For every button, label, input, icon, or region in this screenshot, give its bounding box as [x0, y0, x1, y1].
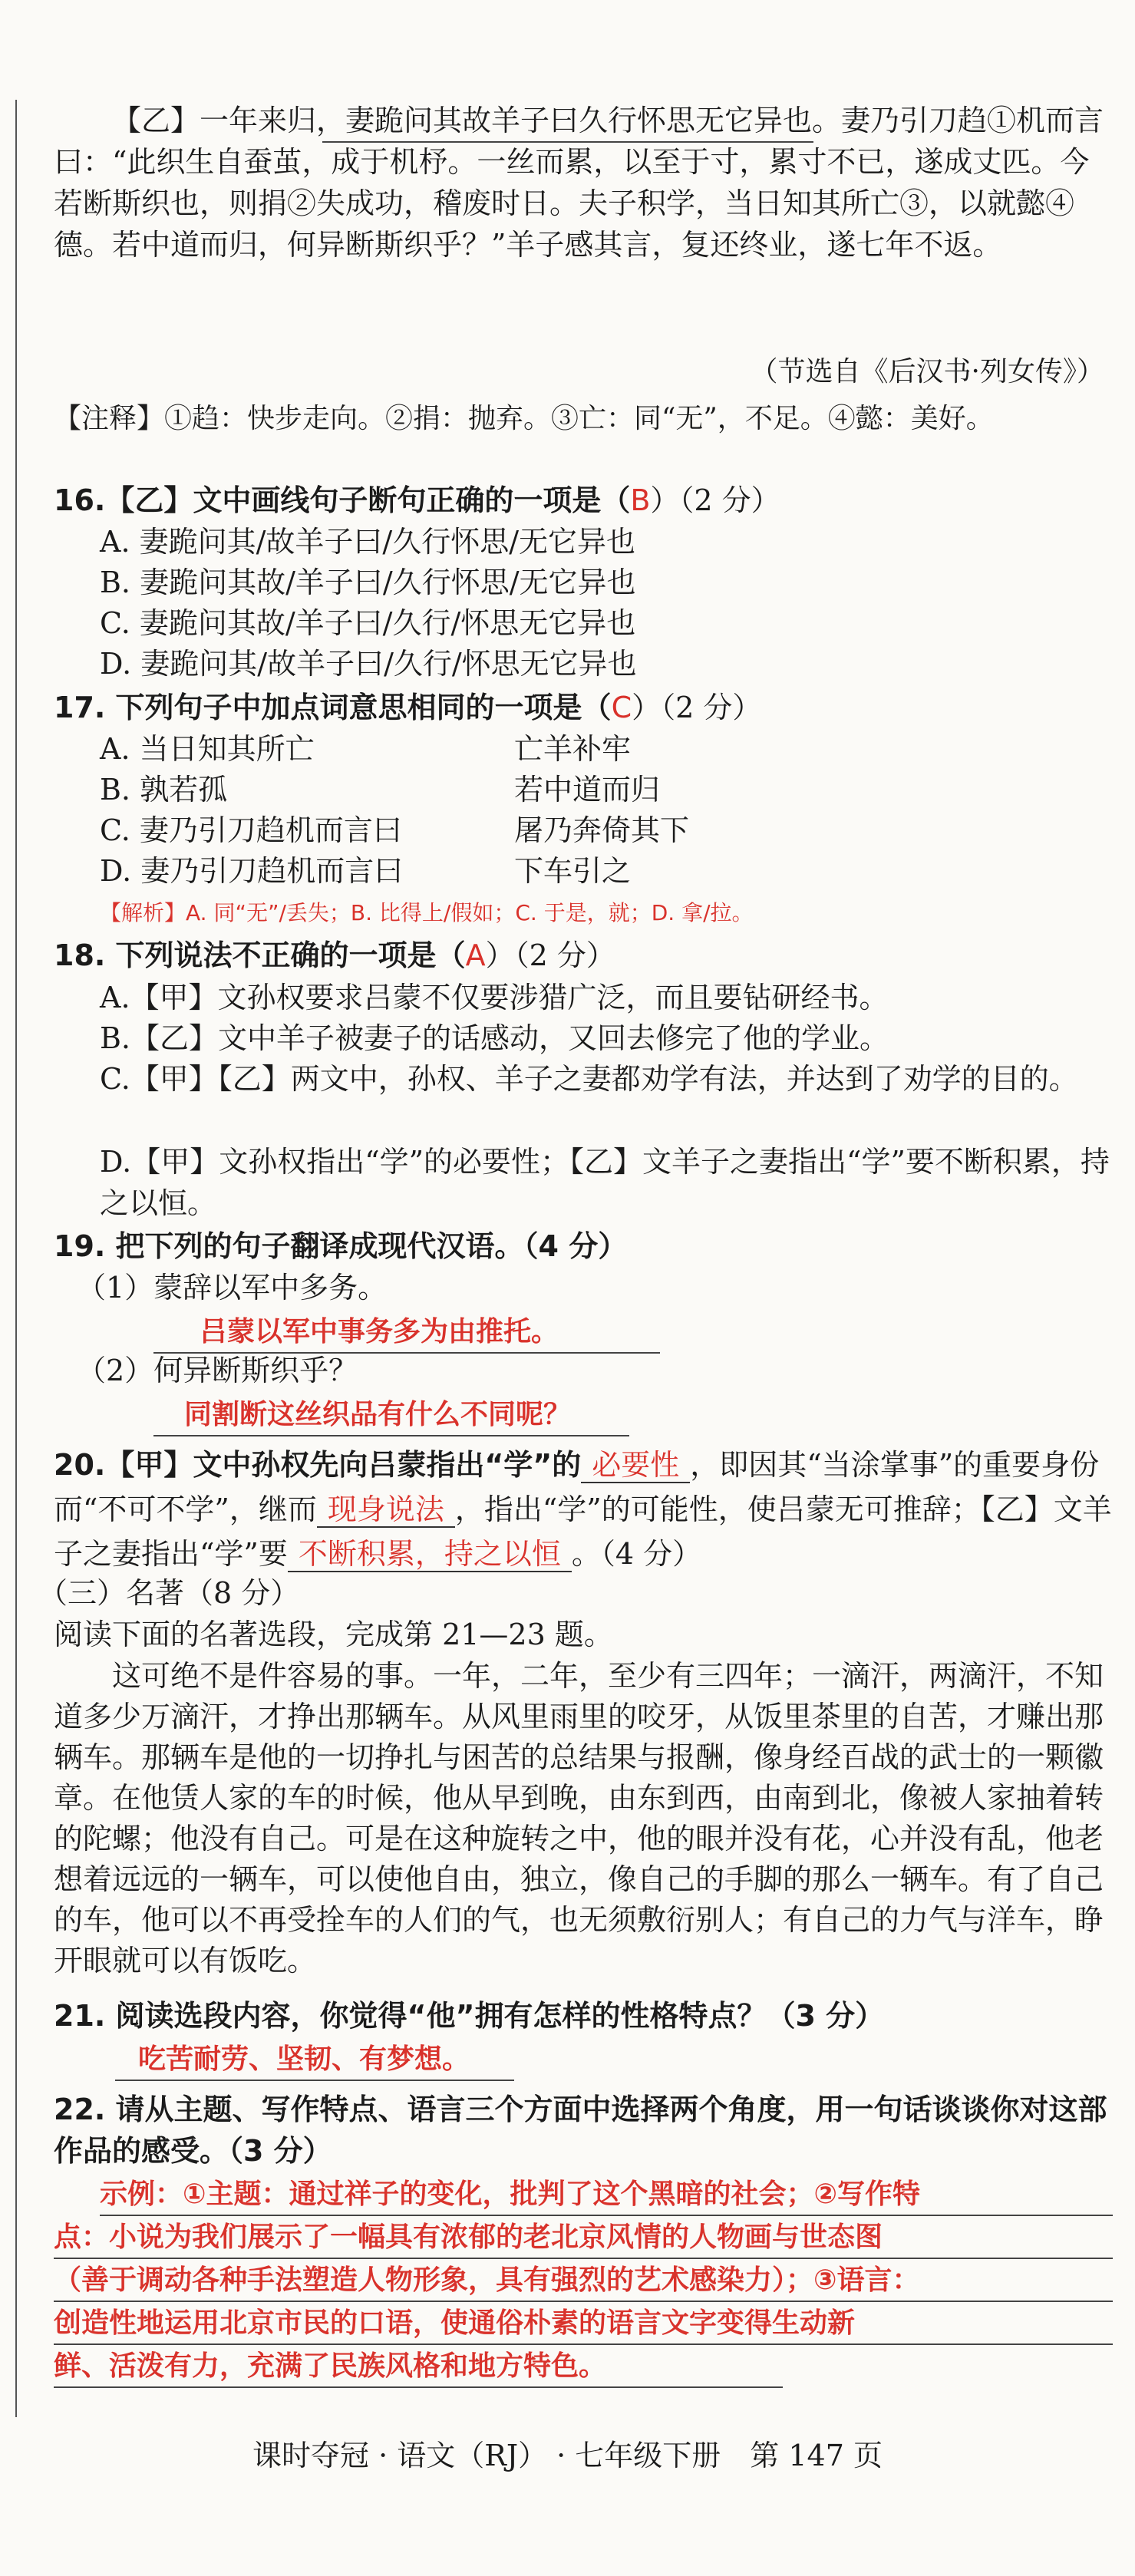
q17-option-a-left: A. 当日知其所亡 [100, 732, 315, 766]
question-16 [54, 480, 1113, 521]
q16-option-a: A. 妻跪问其/故羊子曰/久行怀思/无它异也 [100, 525, 636, 559]
novel-excerpt: 这可绝不是件容易的事。一年，二年，至少有三四年；一滴汗，两滴汗，不知道多少万滴汗，才挣出那辆车。从风里雨里的咬牙，从饭里茶里的自苦，才赚出那辆车。那辆车是他的一切挣扎与困苦的总结果与报酬，像身经百战的武士的一颗徽章。在他赁人家的车的时候，他从早到晚，由东到西，由南到北，像被人家抽着转的陀螺；他没有自己。可是在这种旋转之中，他的眼并没有花，心并没有乱，他老想着远远的一辆车，可以使他自由，独立，像自己的手脚的那么一辆车。有了自己的车，他可以不再受拴车的人们的气，也无须敷衍别人；有自己的力气与洋车，睁开眼就可以有饭吃。 [54, 1659, 1104, 1977]
q22-answer-line-3: （善于调动各种手法塑造人物形象，具有强烈的艺术感染力）；③语言： [54, 2264, 920, 2296]
q18-answer: A [465, 938, 486, 972]
q16-option-b: B. 妻跪问其故/羊子曰/久行怀思/无它异也 [100, 566, 636, 599]
q17-option-d-left: D. 妻乃引刀趋机而言曰 [100, 854, 404, 888]
question-18 [54, 935, 1113, 976]
q19-item-2-prompt: （2）何异断斯织乎？ [77, 1354, 358, 1387]
passage-notes: 【注释】①趋：快步走向。②捐：抛弃。③亡：同“无”，不足。④懿：美好。 [54, 403, 994, 434]
question-19 [54, 1225, 1113, 1267]
page-footer: 课时夺冠 · 语文（RJ） · 七年级下册 第 147 页 [252, 2439, 883, 2472]
q18-option-c: C.【甲】【乙】两文中，孙权、羊子之妻都劝学有法，并达到了劝学的目的。 [100, 1062, 1078, 1096]
q21-answer: 吃苦耐劳、坚韧、有梦想。 [138, 2043, 470, 2075]
q21-stem: 21. 阅读选段内容，你觉得“他”拥有怎样的性格特点？（3 分） [54, 1999, 885, 2033]
q20-part-2: ，即因其“当涂掌事”的重要身份而“不可不学”，继而 [54, 1448, 1100, 1526]
section-3-intro: 阅读下面的名著选段，完成第 21—23 题。 [54, 1618, 613, 1651]
q20-part-4: 。（4 分） [571, 1537, 702, 1571]
passage-underline [322, 141, 813, 143]
q18-option-d: D.【甲】文孙权指出“学”的必要性；【乙】文羊子之妻指出“学”要不断积累，持之以恒。 [100, 1145, 1110, 1220]
q17-analysis: 【解析】A. 同“无”/丢失；B. 比得上/假如；C. 于是，就；D. 拿/拉。 [100, 900, 754, 925]
q17-answer: C [611, 691, 632, 724]
q18-option-a: A.【甲】文孙权要求吕蒙不仅要涉猎广泛，而且要钻研经书。 [100, 981, 889, 1014]
question-21 [54, 1995, 1113, 2037]
q20-part-1: 20.【甲】文中孙权先向吕蒙指出“学”的 [54, 1448, 582, 1482]
passage-yi: 【乙】一年来归，妻跪问其故羊子曰久行怀思无它异也。妻乃引刀趋①机而言曰：“此织生自蚕茧，成于机杼。一丝而累，以至于寸，累寸不已，遂成丈匹。今若断斯织也，则捐②失成功，稽废时日。夫子积学，当日知其所亡③，以就懿④德。若中道而归，何异断斯织乎？”羊子感其言，复还终业，遂七年不返。 [54, 104, 1104, 262]
q17-stem-before: 17. 下列句子中加点词意思相同的一项是（ [54, 691, 612, 724]
q17-option-b-right: 若中道而归 [514, 773, 661, 806]
q17-option-c-left: C. 妻乃引刀趋机而言曰 [100, 813, 402, 847]
q16-stem-after: ）（2 分） [650, 483, 780, 517]
q18-stem-after: ）（2 分） [485, 938, 615, 972]
q20-part-3: ，指出“学”的可能性，使吕蒙无可推辞；【乙】文羊子之妻指出“学”要 [54, 1492, 1112, 1571]
q18-option-b: B.【乙】文中羊子被妻子的话感动，又回去修完了他的学业。 [100, 1021, 889, 1055]
q17-option-c-right: 屠乃奔倚其下 [514, 813, 690, 847]
q22-answer-line-2: 点：小说为我们展示了一幅具有浓郁的老北京风情的人物画与世态图 [54, 2221, 883, 2253]
q20-answer-2: 现身说法 [317, 1492, 455, 1528]
margin-rule [15, 100, 17, 2417]
q20-answer-3: 不断积累，持之以恒 [288, 1537, 572, 1572]
question-20 [54, 1443, 1113, 1576]
q17-stem-after: ）（2 分） [632, 691, 762, 724]
question-22 [54, 2089, 1113, 2172]
q18-stem-before: 18. 下列说法不正确的一项是（ [54, 938, 466, 972]
q19-item-1-answer: 吕蒙以军中事务多为由推托。 [200, 1316, 559, 1347]
q21-line [115, 2080, 514, 2081]
question-17 [54, 687, 1113, 728]
q16-stem-before: 16.【乙】文中画线句子断句正确的一项是（ [54, 483, 631, 517]
q16-option-c: C. 妻跪问其故/羊子曰/久行/怀思无它异也 [100, 606, 636, 640]
q22-stem: 22. 请从主题、写作特点、语言三个方面中选择两个角度，用一句话谈谈你对这部作品的感受。（3 分） [54, 2093, 1107, 2168]
passage-source: （节选自《后汉书·列女传》） [750, 356, 1104, 388]
q17-option-d-right: 下车引之 [514, 854, 632, 888]
q19-item-2-line [153, 1435, 629, 1436]
q17-option-a-right: 亡羊补牢 [514, 732, 632, 766]
q19-stem: 19. 把下列的句子翻译成现代汉语。（4 分） [54, 1229, 628, 1263]
q19-item-1-prompt: （1）蒙辞以军中多务。 [77, 1271, 388, 1304]
q19-item-2-answer: 同割断这丝织品有什么不同呢？ [184, 1399, 572, 1430]
q16-answer: B [630, 483, 651, 517]
q20-answer-1: 必要性 [581, 1448, 690, 1483]
q22-line-5 [54, 2386, 783, 2388]
q22-answer-line-4: 创造性地运用北京市民的口语，使通俗朴素的语言文字变得生动新 [54, 2307, 856, 2339]
q16-option-d: D. 妻跪问其/故羊子曰/久行/怀思无它异也 [100, 647, 637, 681]
q17-option-b-left: B. 孰若孤 [100, 773, 228, 806]
section-3-heading: （三）名著（8 分） [38, 1576, 300, 1610]
q22-answer-line-5: 鲜、活泼有力，充满了民族风格和地方特色。 [54, 2350, 607, 2382]
q22-answer-line-1: 示例：①主题：通过祥子的变化，批判了这个黑暗的社会；②写作特 [100, 2179, 920, 2210]
